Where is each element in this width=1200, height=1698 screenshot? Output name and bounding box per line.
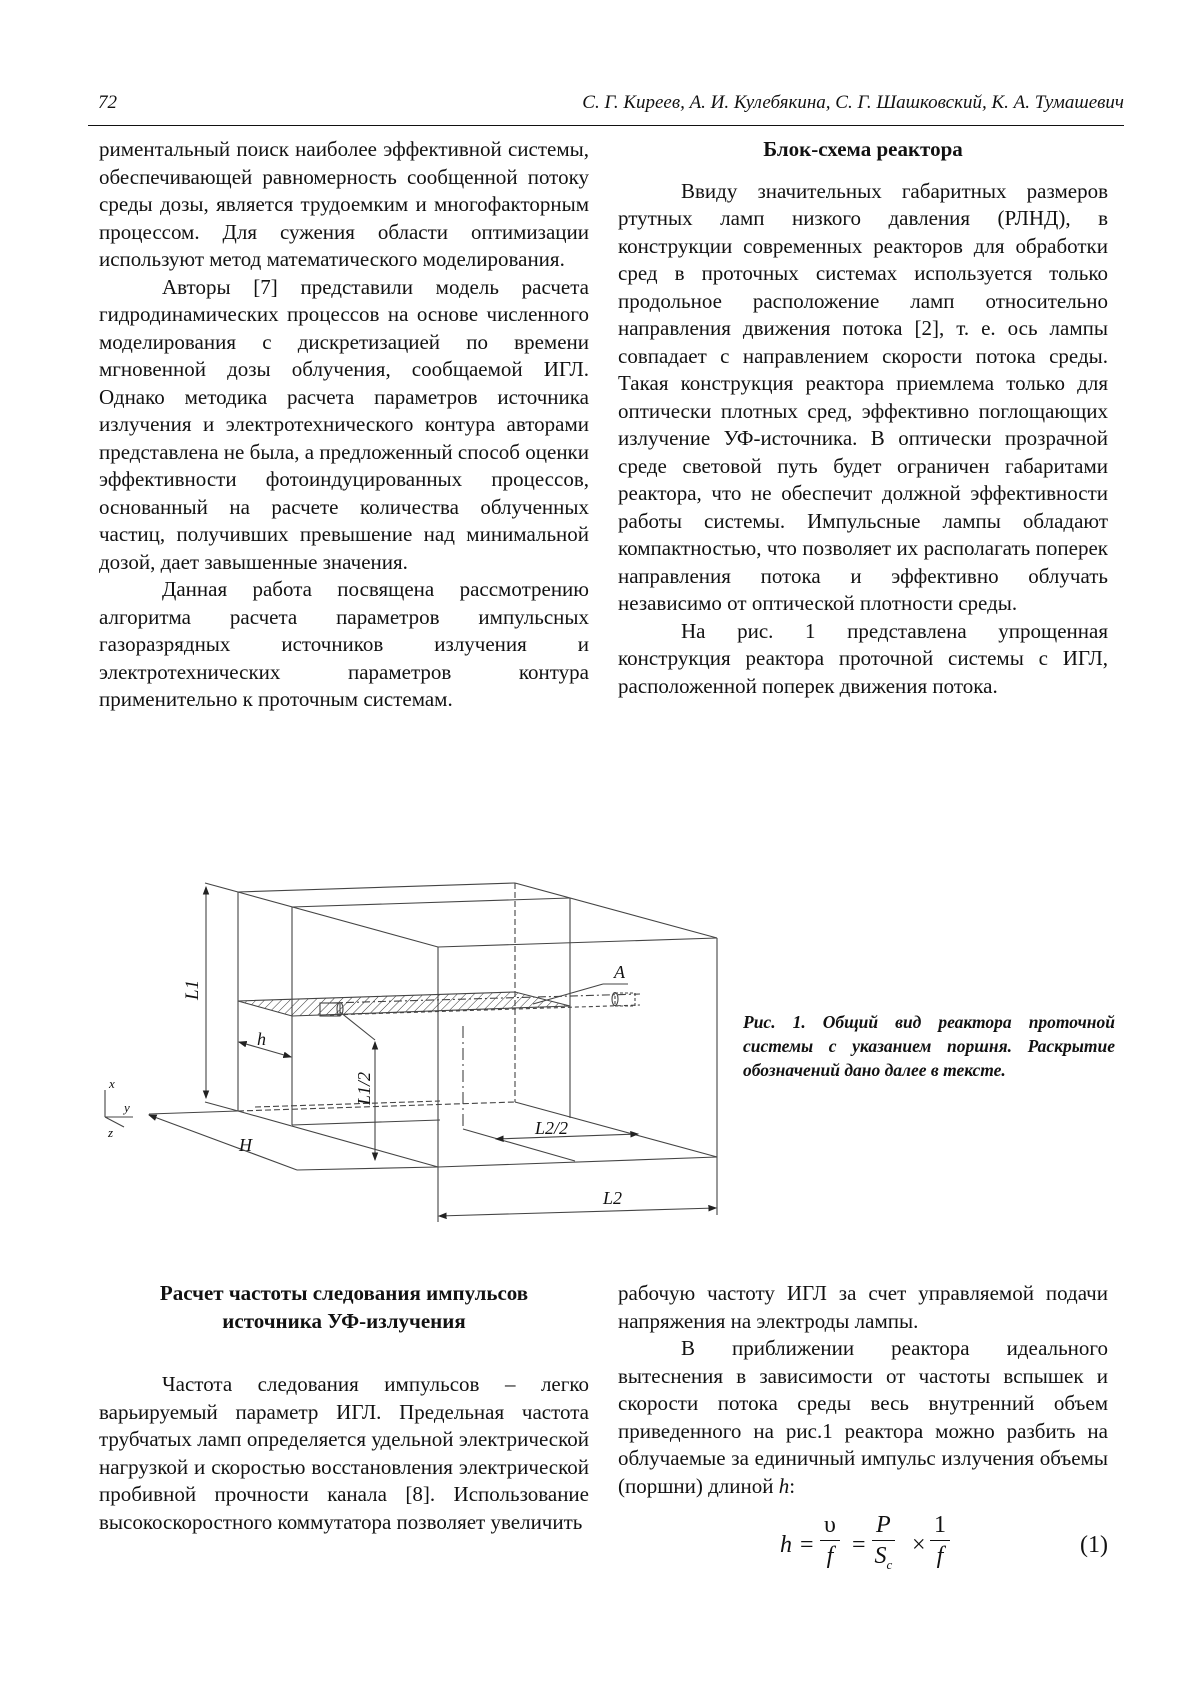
section-heading: [99, 1280, 589, 1335]
paragraph: Авторы [7] представили модель расчета гидродинамических процессов на основе численного моделирования с дискретизацией по времени мгновенной дозы облучения, сообщаемой ИГЛ. Однако методика расчета параметров источника излучения и электротехнического контура авторами представлена не была, а предложенный способ оценки эффективности фотоиндуцированных процессов, основанный на расчете количества облученных частиц, получивших превышение над минимальной дозой, дает завышенные значения.: [99, 274, 589, 574]
equation-1: [780, 1510, 1110, 1590]
box-edge: [238, 892, 438, 947]
formula-times: ×: [912, 1532, 926, 1558]
numerator: υ: [820, 1510, 840, 1541]
heading-line: Расчет частоты следования импульсов: [159, 1281, 529, 1305]
subscript-c: c: [886, 1556, 893, 1572]
denominator: [872, 1541, 895, 1580]
page-number: 72: [98, 92, 117, 113]
numerator: P: [872, 1510, 895, 1541]
paragraph: рабочую частоту ИГЛ за счет управляемой подачи напряжения на электроды лампы.: [618, 1281, 1108, 1333]
right-column-top: [618, 136, 1108, 700]
leader-A: [533, 984, 603, 1004]
paragraph: [618, 1335, 1108, 1500]
running-header-authors: С. Г. Киреев, А. И. Кулебякина, С. Г. Шашковский, К. А. Тумашевич: [582, 92, 1124, 113]
denominator: f: [826, 1543, 834, 1569]
label-A: A: [614, 962, 625, 982]
formula-equals: =: [852, 1532, 866, 1558]
dim-H: [149, 1115, 297, 1170]
label-L1-half: L1/2: [354, 1071, 374, 1105]
paragraph: Частота следования импульсов – легко варьируемый параметр ИГЛ. Предельная частота трубчатых ламп определяется удельной электрической нагрузкой и скоростью восстановления электрической пробивной прочности канала [8]. Использование высокоскоростного коммутатора позволяет увеличить: [99, 1372, 589, 1534]
heading-line: источника УФ-излучения: [222, 1308, 466, 1333]
reactor-figure: [90, 860, 740, 1240]
paragraph-text: :: [789, 1473, 796, 1498]
equation-number: (1): [1080, 1532, 1108, 1558]
box-edge: [238, 883, 515, 892]
fraction-1-over-f: [930, 1510, 950, 1571]
box-edge: [438, 938, 717, 947]
label-L2-half: L2/2: [535, 1118, 569, 1138]
paragraph: Данная работа посвящена рассмотрению алгоритма расчета параметров импульсных газоразрядных источников излучения и электротехнических параметров контура применительно к проточным системам.: [99, 577, 589, 711]
reactor-diagram: [90, 860, 740, 1240]
piston-hatched-area: [238, 992, 570, 1016]
header-rule: [88, 125, 1124, 126]
label-L1: L1: [182, 979, 203, 1000]
numerator: 1: [930, 1510, 950, 1541]
label-axis-x: x: [109, 1076, 115, 1091]
box-edge: [292, 898, 570, 907]
left-column-bottom: [99, 1280, 589, 1536]
running-header: [88, 92, 1124, 122]
box-edge: [238, 1111, 438, 1167]
paragraph: На рис. 1 представлена упрощенная конструкция реактора проточной системы с ИГЛ, расположенной поперек движения потока.: [618, 618, 1108, 698]
label-axis-z: z: [108, 1125, 114, 1140]
paragraph: риментальный поиск наиболее эффективной системы, обеспечивающей равномерность сообщенной потоку среды дозы, является трудоемким и многофакторным процессом. Для сужения области оптимизации используют метод математического моделирования.: [99, 137, 589, 271]
section-heading: Блок-схема реактора: [763, 137, 963, 161]
label-L2: L2: [603, 1188, 623, 1208]
label-h: h: [257, 1029, 266, 1049]
dim-L2: [439, 1208, 716, 1216]
denominator: f: [936, 1543, 944, 1569]
fraction-v-over-f: [820, 1510, 840, 1571]
box-edge: [292, 1120, 440, 1125]
figure-caption: Рис. 1. Общий вид реактора проточной системы с указанием поршня. Раскрытие обозначений дано далее в тексте.: [743, 1012, 1115, 1080]
variable-h: h: [778, 1473, 790, 1498]
label-axis-y: y: [124, 1100, 130, 1115]
fraction-p-over-s: [872, 1510, 895, 1580]
label-H: H: [239, 1135, 252, 1155]
paragraph: Ввиду значительных габаритных размеров ртутных ламп низкого давления (РЛНД), в конструкции современных реакторов для обработки сред в проточных системах используется только продольное расположение ламп относительно направления движения потока [2], т. е. ось лампы совпадает с направлением скорости потока среды. Такая конструкция реактора приемлема только для оптически плотных сред, эффективно поглощающих излучение УФ-источника. В оптически прозрачной среде световой путь будет ограничен габаритами реактора, что не обеспечит должной эффективности работы системы. Импульсные лампы обладают компактностью, что позволяет их располагать поперек направления потока и эффективно облучать независимо от оптической плотности среды.: [618, 178, 1108, 615]
left-column-top: [99, 136, 589, 714]
box-edge: [438, 1157, 717, 1167]
denominator-S: S: [874, 1543, 887, 1569]
formula-equals: =: [800, 1532, 814, 1558]
box-edge: [515, 883, 717, 938]
paragraph-text: В приближении реактора идеального вытеснения в зависимости от частоты вспышек и скорости потока среды весь внутренний объем приведенного на рис.1 реактора можно разбить на облучаемые за единичный импульс излучения объемы (поршни) длиной: [618, 1336, 1108, 1498]
formula-lhs: h: [780, 1532, 792, 1558]
right-column-bottom: [618, 1280, 1108, 1500]
